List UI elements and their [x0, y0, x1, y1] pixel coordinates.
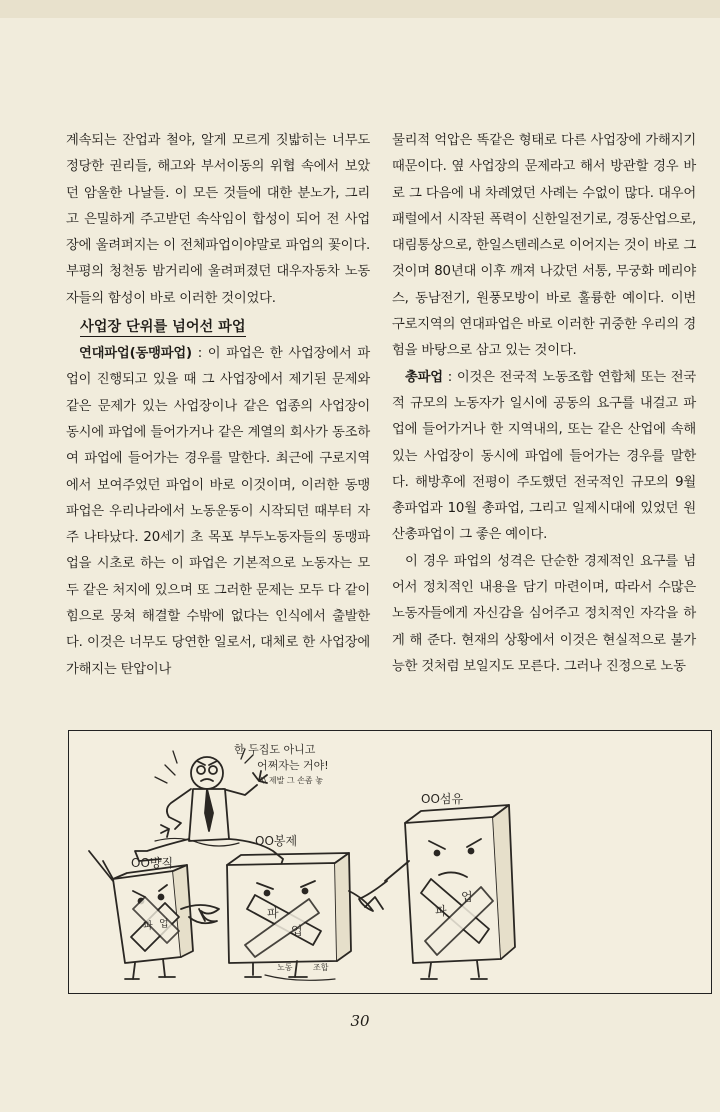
factory-box-3: [405, 817, 501, 963]
feet-label-2: 조합: [313, 963, 329, 972]
intro-paragraph: 계속되는 잔업과 철야, 알게 모르게 짓밟히는 너무도 정당한 권리들, 해고와 부서이동의 위협 속에서 보았던 암울한 나날들. 이 모든 것들에 대한 분노가, 그리고 은밀하게 주고받던 속삭임이 합성이 되어 전 사업장에 울려퍼지는 이 전체파업이야말로 파업의 꽃이다. 부평의 청천동 밤거리에 울려퍼졌던 대우자동차 노동자들의 함성이 바로 이러한 것이었다.: [66, 133, 370, 306]
general-strike-paragraph: [392, 365, 696, 549]
box-2-stamp-eop: 업: [291, 924, 303, 938]
feet-label-1: 노동: [277, 963, 293, 972]
page-number: 30: [350, 1012, 370, 1030]
box-2-stamp-pa: 파: [267, 906, 279, 920]
solidarity-strike-term: 연대파업(동맹파업): [79, 346, 192, 362]
section-heading: [80, 314, 370, 341]
general-strike-term: 총파업: [405, 369, 443, 385]
cartoon-illustration: [68, 730, 712, 994]
speech-line-2: 어쩌자는 거야!: [257, 759, 329, 772]
manager-right-arm: [223, 785, 257, 795]
general-strike-text: : 이것은 전국적 노동조합 연합체 또는 전국적 규모의 노동자가 일시에 공동의 요구를 내걸고 파업에 들어가거나 한 지역내의, 또는 같은 산업에 속해 있는 사업장이 동시에 파업에 들어가는 경우를 말한다. 해방후에 전평이 주도했던 전국적인 규모의 9월 총파업과 10월 총파업, 그리고 일제시대에 있었던 원산총파업이 그 좋은 예이다.: [392, 369, 696, 543]
section-title: 사업장 단위를 넘어선 파업: [80, 319, 246, 336]
box-1-stamp-eop: 업: [159, 919, 169, 930]
solidarity-strike-paragraph: [66, 341, 370, 683]
box-3-stamp-eop: 업: [461, 890, 473, 904]
manager-left-arm: [167, 789, 191, 829]
box-3-label: OO섬유: [421, 792, 464, 806]
manager-head: [191, 757, 223, 789]
solidarity-strike-text: : 이 파업은 한 사업장에서 파업이 진행되고 있을 때 그 사업장에서 제기된 문제와 같은 문제가 있는 사업장이나 같은 업종의 사업장이 동시에 파업에 들어가거나 같은 계열의 회사가 동조하여 파업에 들어가는 경우를 말한다. 최근에 구로지역에서 보여주었던 파업이 바로 이것이며, 이러한 동맹파업은 우리나라에서 노동운동이 시작되던 때부터 자주 나타났다. 20세기 초 목포 부두노동자들의 동맹파업을 시초로 하는 이 파업은 기본적으로 노동자는 모두 같은 처지에 있으며 또 그러한 문제는 모두 다 같이 힘으로 뭉쳐 해결할 수밖에 없다는 인식에서 출발한다. 이것은 너무도 당연한 일로서, 대체로 한 사업장에 가해지는 탄압이나: [66, 346, 370, 677]
speech-line-3: \\ 제발 그 손좀 놓: [261, 776, 323, 785]
continued-paragraph: 물리적 억압은 똑같은 형태로 다른 사업장에 가해지기 때문이다. 옆 사업장의 문제라고 해서 방관할 경우 바로 그 다음에 내 차례였던 사례는 수없이 많다. 대우어패럴에서 시작된 폭력이 신한일전기로, 경동산업으로, 대림통상으로, 한일스텐레스로 이어지는 것이 바로 그것이며 80년대 이후 깨져 나갔던 서통, 무궁화 메리야스, 동남전기, 원풍모방이 바로 훌륭한 예이다. 이번 구로지역의 연대파업은 바로 이러한 귀중한 우리의 경험을 바탕으로 삼고 있는 것이다.: [392, 133, 696, 359]
page-top-edge: [0, 0, 720, 18]
box-3-stamp-pa: 파: [435, 904, 447, 918]
political-nature-paragraph: 이 경우 파업의 성격은 단순한 경제적인 요구를 넘어서 정치적인 내용을 담기 마련이며, 따라서 수많은 노동자들에게 자신감을 심어주고 정치적인 자각을 하게 해 준다. 현재의 상황에서 이것은 현실적으로 불가능한 것처럼 보일지도 모른다. 그러나 진정으로 노동: [392, 553, 696, 674]
box-1-label: OO방직: [131, 856, 174, 870]
box-1-stamp-pa: 파: [143, 921, 153, 932]
left-column: [66, 128, 370, 683]
speech-line-1: 한 두집도 아니고: [234, 743, 316, 756]
box-2-label: OO봉제: [255, 834, 298, 848]
right-column: [392, 128, 696, 680]
cartoon-drawing: [69, 731, 710, 992]
